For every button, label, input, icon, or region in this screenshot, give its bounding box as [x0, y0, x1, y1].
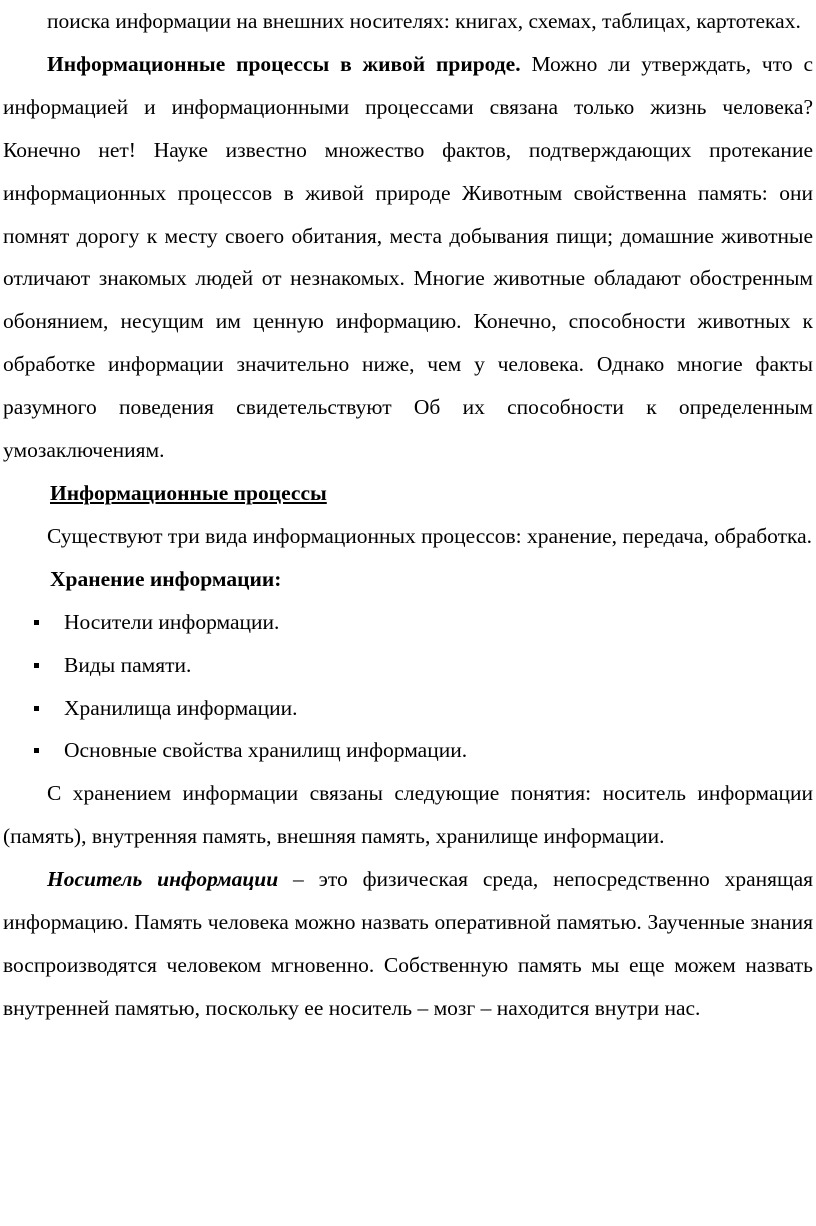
paragraph-concepts: С хранением информации связаны следующие понятия: носитель информации (память), внутренняя память, внешняя память, хранилище информации. — [3, 781, 813, 849]
storage-list — [3, 601, 813, 773]
heading-storage: Хранение информации: — [50, 566, 282, 591]
paragraph-living-nature-text: Можно ли утверждать, что с информацией и информационными процессами связана только жизнь человека? Конечно нет! Науке известно множество фактов, подтверждающих протекание информационных процессов в живой природе Животным свойственна память: они помнят дорогу к месту своего обитания, места добывания пищи; домашние животные отличают знакомых людей от незнакомых. Многие животные обладают обостренным обонянием, несущим им ценную информацию. Конечно, способности животных к обработке информации значительно ниже, чем у человека. Однако многие факты разумного поведения свидетельствуют Об их способности к определенным умозаключениям. — [3, 51, 813, 463]
list-item — [3, 729, 813, 772]
list-item — [3, 644, 813, 687]
list-item-label: Основные свойства хранилищ информации. — [64, 738, 468, 763]
bullet-square-icon — [34, 620, 39, 625]
list-item-label: Виды памяти. — [64, 652, 192, 677]
list-item — [3, 687, 813, 730]
paragraph-carrier-text: – это физическая среда, непосредственно хранящая информацию. Память человека можно назвать оперативной памятью. Заученные знания воспроизводятся человеком мгновенно. Собственную память мы еще можем назвать внутренней памятью, поскольку ее носитель – мозг – находится внутри нас. — [3, 867, 814, 1020]
document-page — [3, 0, 813, 1030]
list-item-label: Хранилища информации. — [64, 695, 298, 720]
bullet-square-icon — [34, 748, 39, 753]
paragraph-living-nature — [3, 43, 813, 472]
list-item — [3, 601, 813, 644]
heading-information-processes: Информационные процессы — [50, 480, 327, 505]
paragraph-carrier — [3, 858, 813, 1030]
term-carrier: Носитель информации — [47, 867, 279, 892]
paragraph-intro-tail: поиска информации на внешних носителях: книгах, схемах, таблицах, картотеках. — [47, 9, 801, 33]
paragraph-process-types: Существуют три вида информационных процессов: хранение, передача, обработка. — [47, 523, 813, 548]
bullet-square-icon — [34, 706, 39, 711]
paragraph-lead-bold: Информационные процессы в живой природе. — [47, 51, 521, 76]
bullet-square-icon — [34, 663, 39, 668]
list-item-label: Носители информации. — [64, 609, 280, 634]
